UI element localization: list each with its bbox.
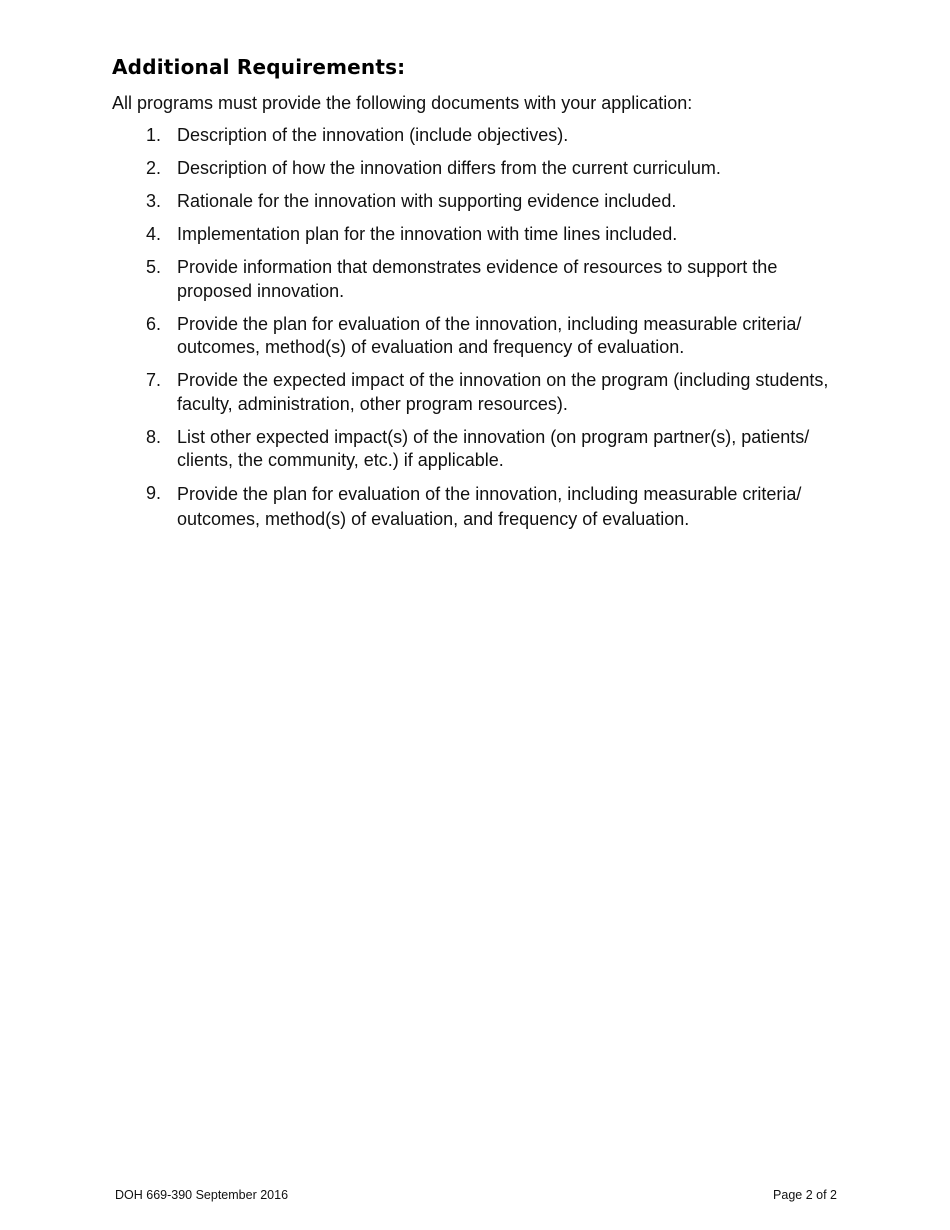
list-item-number: 2. (146, 158, 162, 178)
list-item (146, 124, 846, 148)
list-item-number: 1. (146, 125, 162, 145)
page-title: Additional Requirements: (112, 55, 406, 79)
list-item-text: Provide the expected impact of the innovation on the program (including students, faculty, administration, other program resources). (177, 370, 829, 414)
list-item (146, 190, 846, 214)
list-item-text: Rationale for the innovation with supporting evidence included. (177, 191, 677, 211)
list-item-text: List other expected impact(s) of the innovation (on program partner(s), patients/ clients, the community, etc.) if applicable. (177, 426, 810, 470)
list-item-number: 6. (146, 313, 162, 334)
list-item-text: Provide the plan for evaluation of the innovation, including measurable criteria/ outcomes, method(s) of evaluation, and frequency of evaluation. (177, 484, 802, 529)
list-item-text: Description of the innovation (include objectives). (177, 125, 569, 145)
list-item-text: Implementation plan for the innovation with time lines included. (177, 224, 678, 244)
list-item (146, 482, 846, 532)
list-item (146, 426, 846, 473)
form-id-footer: DOH 669-390 September 2016 (115, 1188, 289, 1202)
list-item-number: 5. (146, 257, 162, 277)
list-item (146, 313, 846, 360)
list-item-text: Provide information that demonstrates evidence of resources to support the proposed innovation. (177, 257, 778, 301)
list-item-number: 9. (146, 483, 162, 503)
list-item-number: 3. (146, 191, 162, 211)
page-number-footer: Page 2 of 2 (773, 1188, 837, 1202)
list-item (146, 369, 846, 416)
list-item-number: 8. (146, 426, 162, 447)
list-item-text: Provide the plan for evaluation of the innovation, including measurable criteria/ outcomes, method(s) of evaluation and frequency of evaluation. (177, 313, 802, 357)
list-item-number: 4. (146, 224, 162, 244)
list-item-text: Description of how the innovation differs from the current curriculum. (177, 158, 721, 178)
intro-text: All programs must provide the following documents with your application: (112, 93, 693, 113)
list-item (146, 256, 846, 303)
list-item (146, 223, 846, 247)
list-item-number: 7. (146, 370, 162, 390)
requirements-list (146, 124, 846, 542)
list-item (146, 157, 846, 181)
